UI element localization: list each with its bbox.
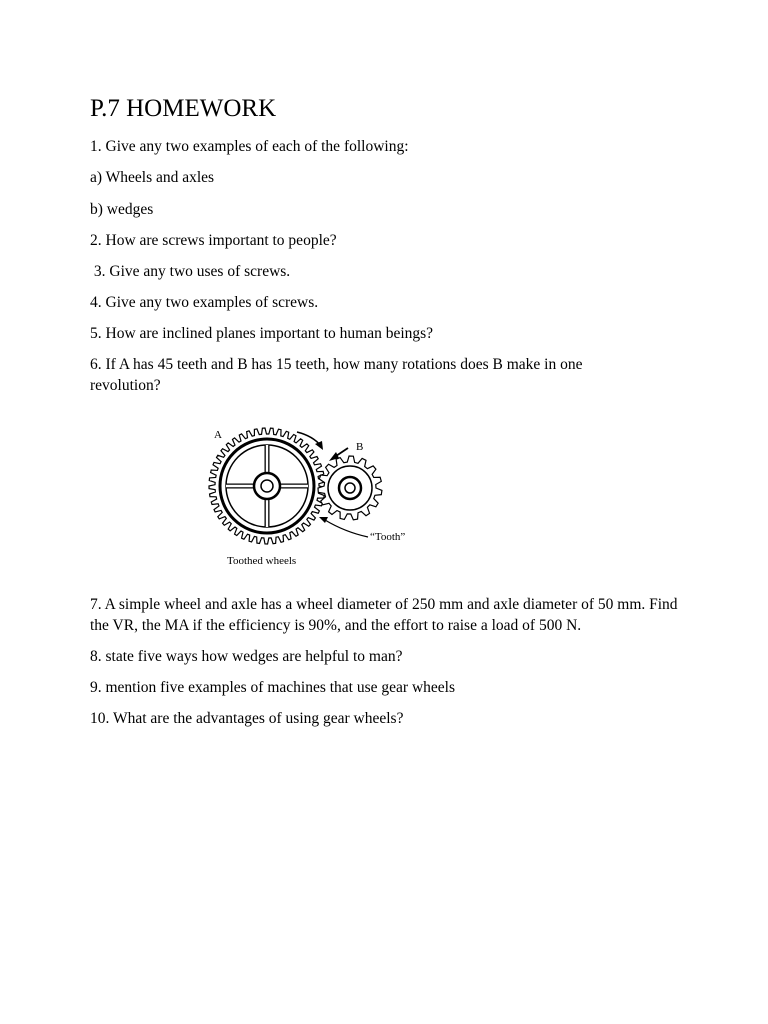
question-1b: b) wedges [90, 201, 154, 218]
question-1a: a) Wheels and axles [90, 169, 215, 186]
gear-b-label: B [356, 441, 364, 453]
question-5: 5. How are inclined planes important to human beings? [90, 325, 434, 342]
page-title: P.7 HOMEWORK [90, 95, 277, 122]
question-1: 1. Give any two examples of each of the following: [90, 138, 409, 155]
gear-b-illustration [318, 456, 382, 520]
question-3: 3. Give any two uses of screws. [90, 263, 291, 280]
gear-a-illustration [209, 428, 325, 544]
gear-a-axle [261, 480, 273, 492]
question-6: 6. If A has 45 teeth and B has 15 teeth, how many rotations does B make in one revolution? [90, 356, 583, 394]
tooth-label: “Tooth” [370, 531, 406, 543]
question-4: 4. Give any two examples of screws. [90, 294, 319, 311]
question-9: 9. mention five examples of machines that use gear wheels [90, 679, 455, 696]
question-7: 7. A simple wheel and axle has a wheel diameter of 250 mm and axle diameter of 50 mm. Find the VR, the MA if the efficiency is 90%, and the effort to raise a load of 500 N. [90, 596, 678, 634]
toothed-wheels-figure [205, 420, 415, 572]
tooth-pointer [325, 520, 368, 537]
question-8: 8. state five ways how wedges are helpful to man? [90, 648, 403, 665]
question-10: 10. What are the advantages of using gear wheels? [90, 710, 404, 727]
gear-b-axle [345, 483, 355, 493]
gear-a-label: A [214, 429, 222, 441]
rotation-arrowhead-a [315, 441, 323, 450]
question-2: 2. How are screws important to people? [90, 232, 337, 249]
figure-caption: Toothed wheels [227, 555, 297, 567]
tooth-pointer-arrowhead [319, 517, 328, 523]
